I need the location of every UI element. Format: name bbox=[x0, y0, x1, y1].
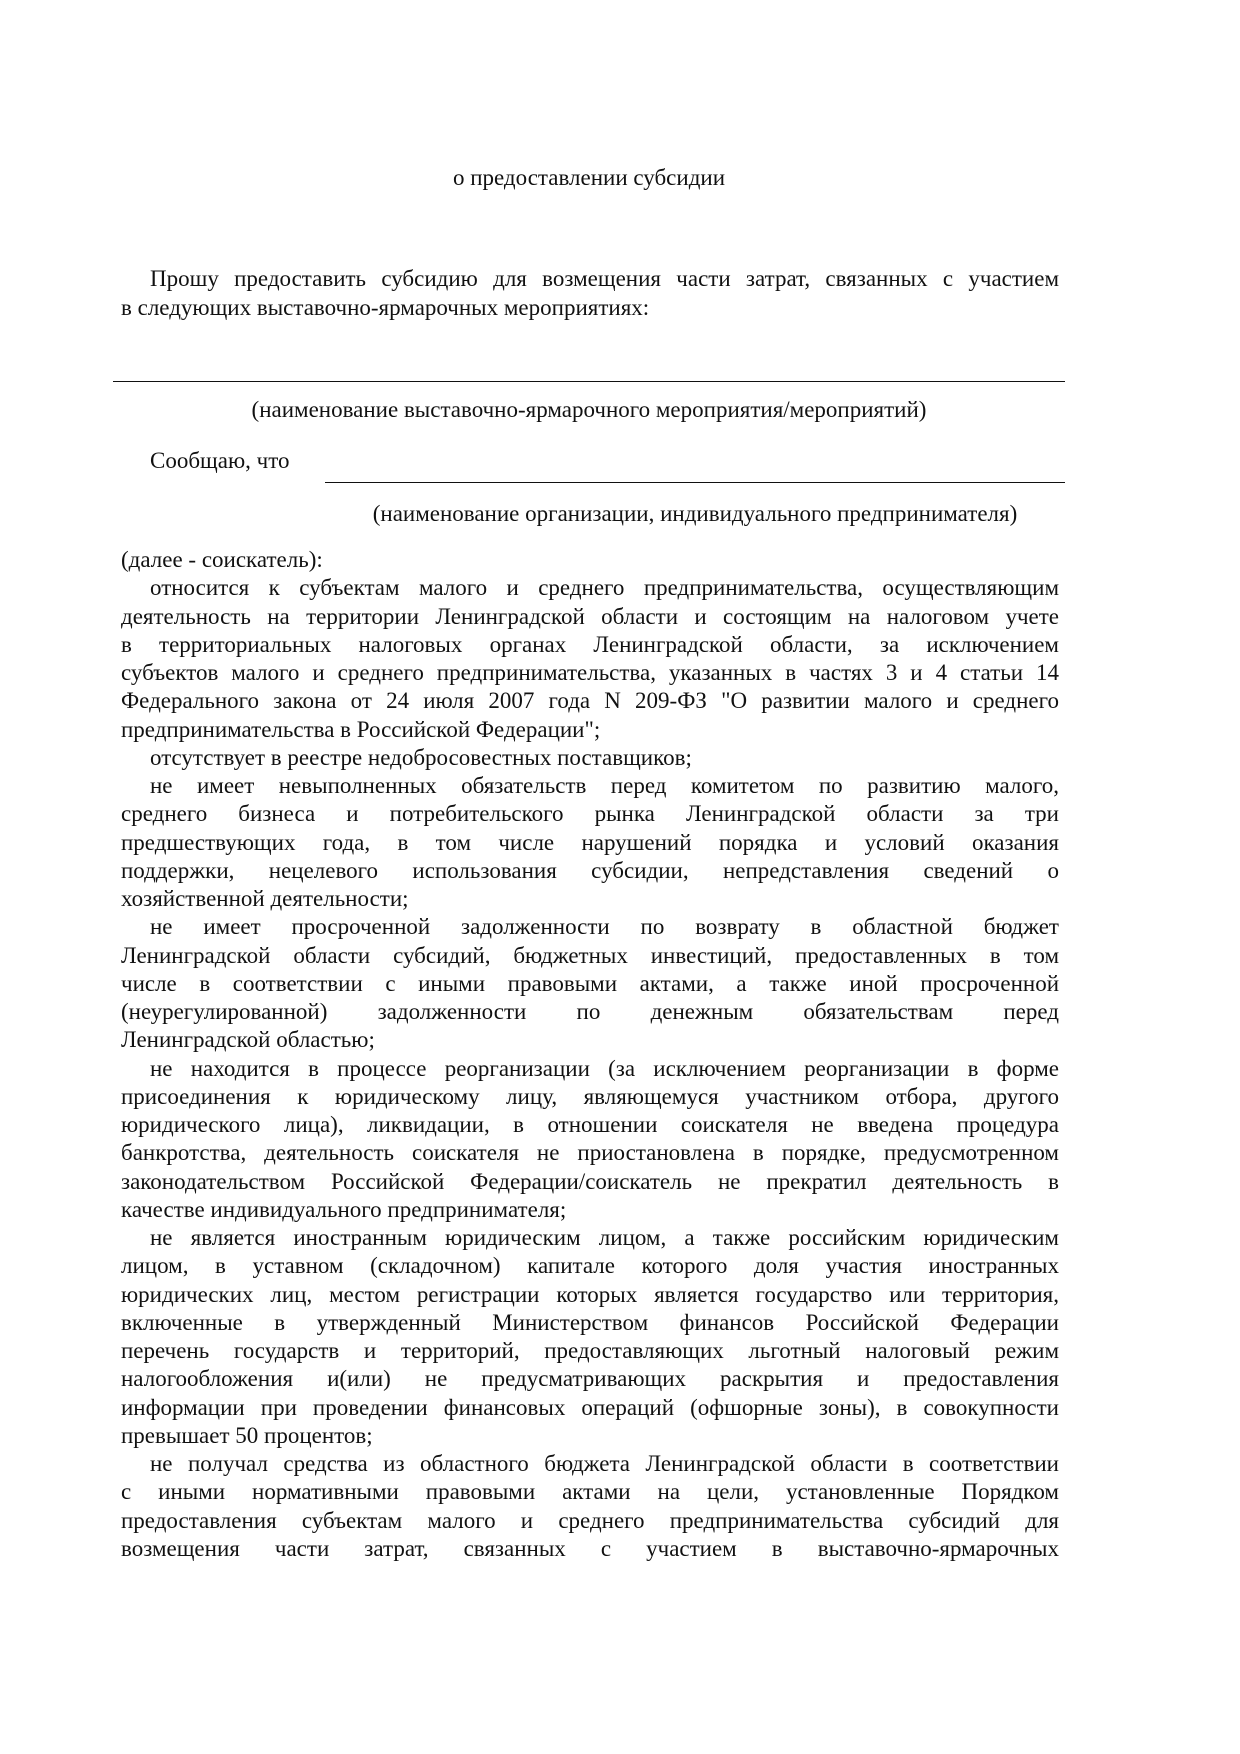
paragraph-line: среднего бизнеса и потребительского рынка Ленинградской области за три bbox=[121, 801, 1059, 827]
paragraph bbox=[121, 772, 1059, 913]
paragraph bbox=[121, 1055, 1059, 1225]
paragraph bbox=[121, 574, 1059, 744]
paragraph bbox=[121, 546, 1059, 574]
paragraph-line: не имеет невыполненных обязательств перед комитетом по развитию малого, bbox=[150, 773, 1059, 798]
paragraph-line: предшествующих года, в том числе нарушений порядка и условий оказания bbox=[121, 829, 1059, 855]
paragraph-line: хозяйственной деятельности; bbox=[121, 886, 409, 911]
organization-name-blank-line bbox=[325, 482, 1065, 483]
document-title: о предоставлении субсидии bbox=[452, 165, 726, 190]
paragraph-line: относится к субъектам малого и среднего предпринимательства, осуществляющим bbox=[150, 575, 1059, 601]
paragraph-line: Ленинградской областью; bbox=[121, 1027, 375, 1053]
paragraph-line: (неурегулированной) задолженности по денежным обязательствам перед bbox=[121, 999, 1059, 1024]
paragraph-line: лицом, в уставном (складочном) капитале которого доля участия иностранных bbox=[121, 1253, 1059, 1279]
paragraph-line: юридических лиц, местом регистрации которых является государство или территория, bbox=[121, 1281, 1059, 1307]
paragraph-line: возмещения части затрат, связанных с участием в выставочно-ярмарочных bbox=[121, 1535, 1059, 1561]
paragraph bbox=[121, 913, 1059, 1054]
paragraph-line: с иными нормативными правовыми актами на цели, установленные Порядком bbox=[121, 1479, 1059, 1505]
paragraph-line: перечень государств и территорий, предоставляющих льготный налоговый режим bbox=[121, 1338, 1059, 1363]
event-name-blank-line bbox=[113, 381, 1065, 382]
paragraph-line: Ленинградской области субсидий, бюджетных инвестиций, предоставленных в том bbox=[121, 942, 1059, 968]
paragraph bbox=[121, 1224, 1059, 1450]
paragraph-line: не является иностранным юридическим лицом, а также российским юридическим bbox=[150, 1225, 1059, 1250]
paragraph-line: законодательством Российской Федерации/соискатель не прекратил деятельность в bbox=[121, 1168, 1059, 1194]
paragraph-line: субъектов малого и среднего предпринимательства, указанных в частях 3 и 4 статьи 14 bbox=[121, 660, 1059, 685]
paragraph-line: включенные в утвержденный Министерством финансов Российской Федерации bbox=[121, 1309, 1059, 1335]
paragraph-line: информации при проведении финансовых операций (офшорные зоны), в совокупности bbox=[121, 1394, 1059, 1420]
paragraph-line: предоставления субъектам малого и среднего предпринимательства субсидий для bbox=[121, 1507, 1059, 1533]
document-body bbox=[121, 546, 1059, 1563]
paragraph-line: не имеет просроченной задолженности по возврату в областной бюджет bbox=[150, 914, 1059, 940]
request-line-2: в следующих выставочно-ярмарочных мероприятиях: bbox=[121, 295, 650, 320]
paragraph-line: юридического лица), ликвидации, в отношении соискателя не введена процедура bbox=[121, 1112, 1059, 1137]
event-name-caption: (наименование выставочно-ярмарочного мероприятия/мероприятий) bbox=[251, 397, 927, 422]
inform-label: Сообщаю, что bbox=[150, 448, 290, 473]
paragraph-line: предпринимательства в Российской Федерации"; bbox=[121, 716, 601, 742]
paragraph-line: числе в соответствии с иными правовыми актами, а также иной просроченной bbox=[121, 970, 1059, 996]
paragraph-line: отсутствует в реестре недобросовестных поставщиков; bbox=[150, 744, 692, 770]
paragraph-line: присоединения к юридическому лицу, являющемуся участником отбора, другого bbox=[121, 1083, 1059, 1109]
paragraph bbox=[121, 744, 1059, 772]
paragraph-line: налогообложения и(или) не предусматривающих раскрытия и предоставления bbox=[121, 1366, 1059, 1392]
paragraph-line: в территориальных налоговых органах Ленинградской области, за исключением bbox=[121, 631, 1059, 657]
paragraph-line: не находится в процессе реорганизации (за исключением реорганизации в форме bbox=[150, 1055, 1059, 1081]
request-line-1: Прошу предоставить субсидию для возмещения части затрат, связанных с участием bbox=[150, 266, 1059, 291]
paragraph-line: поддержки, нецелевого использования субсидии, непредставления сведений о bbox=[121, 857, 1059, 883]
paragraph-line: качестве индивидуального предпринимателя; bbox=[121, 1196, 567, 1222]
paragraph-line: банкротства, деятельность соискателя не приостановлена в порядке, предусмотренном bbox=[121, 1140, 1059, 1166]
organization-name-caption: (наименование организации, индивидуального предпринимателя) bbox=[372, 501, 1018, 526]
paragraph-line: не получал средства из областного бюджета Ленинградской области в соответствии bbox=[150, 1451, 1059, 1476]
paragraph-line: (далее - соискатель): bbox=[121, 547, 323, 572]
paragraph bbox=[121, 1450, 1059, 1563]
paragraph-line: Федерального закона от 24 июля 2007 года N 209-ФЗ "О развитии малого и среднего bbox=[121, 688, 1059, 714]
paragraph-line: превышает 50 процентов; bbox=[121, 1422, 373, 1448]
paragraph-line: деятельность на территории Ленинградской области и состоящим на налоговом учете bbox=[121, 603, 1059, 629]
